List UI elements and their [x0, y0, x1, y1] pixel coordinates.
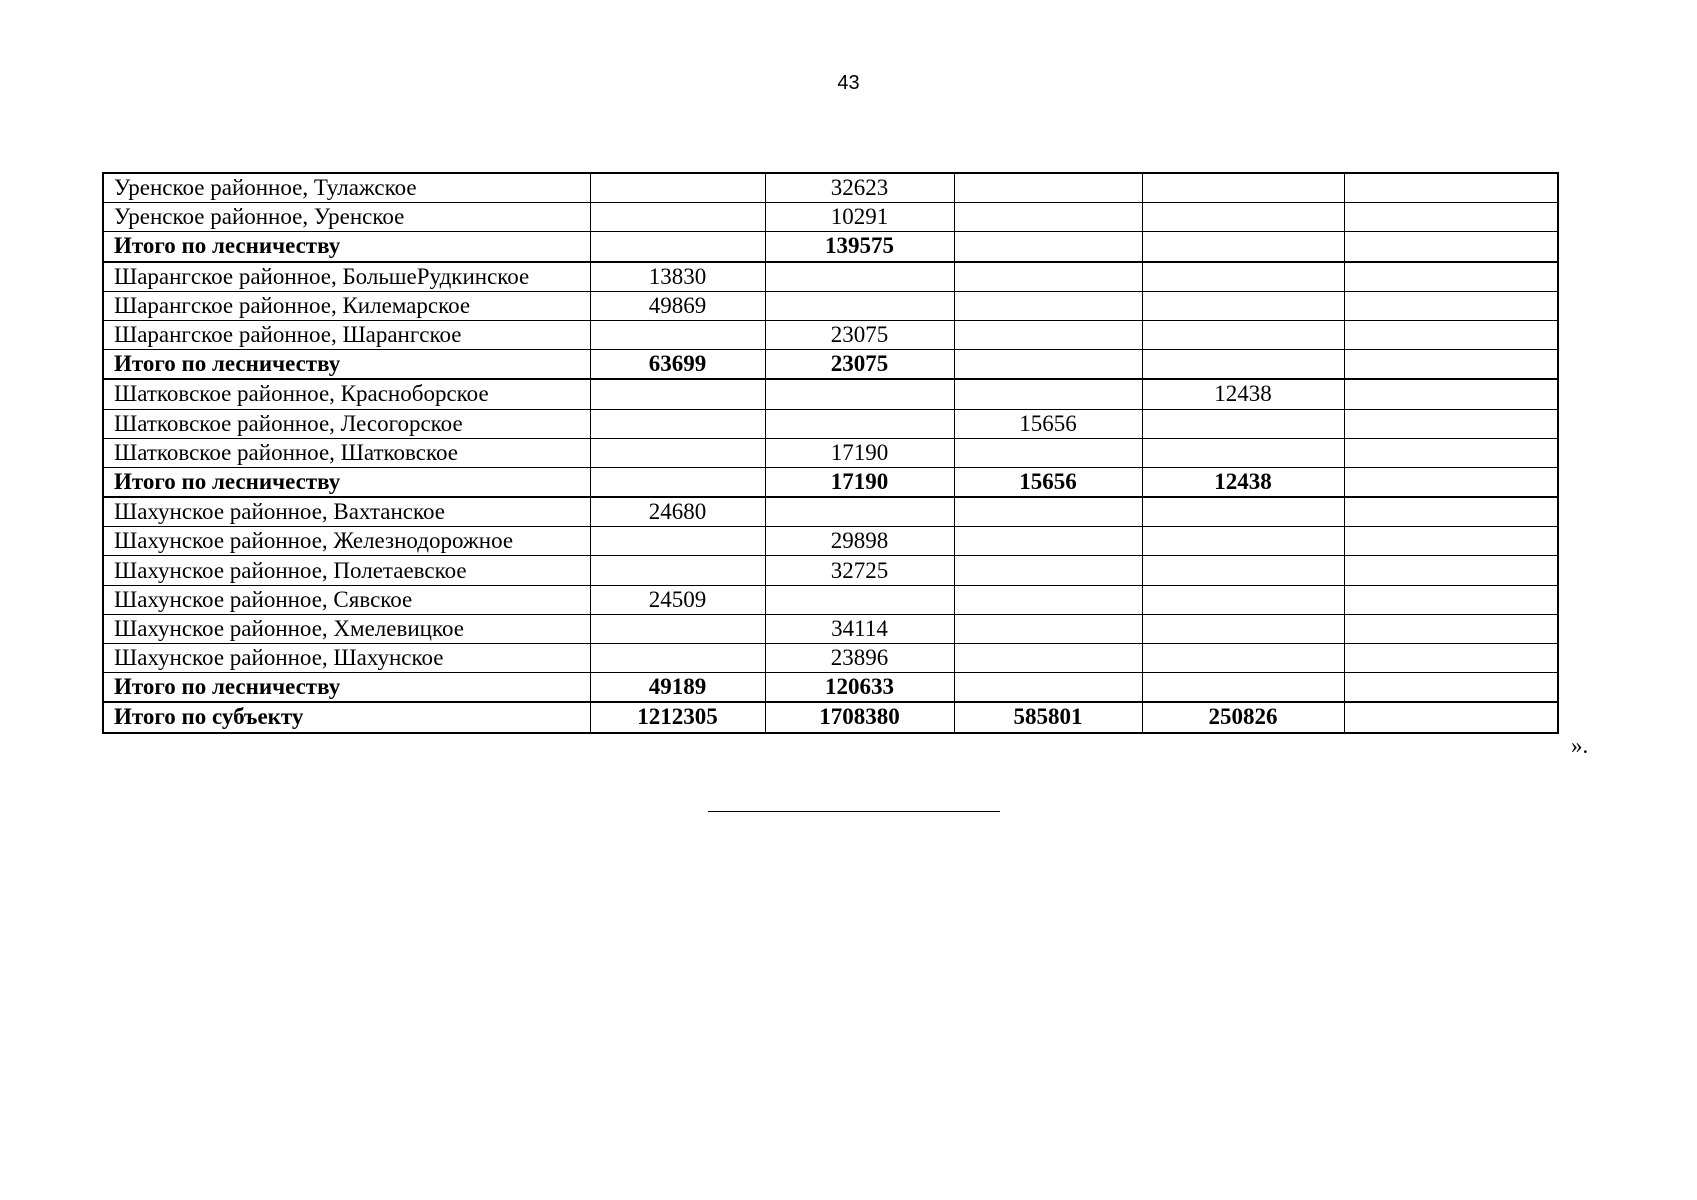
row-name-cell: Шарангское районное, БольшеРудкинское [103, 262, 590, 292]
value-cell-col-4 [1142, 556, 1344, 585]
value-cell-col-2: 17190 [765, 438, 954, 467]
value-cell-col-2 [765, 262, 954, 292]
value-cell-col-3 [954, 379, 1142, 409]
value-cell-col-3 [954, 585, 1142, 614]
value-cell-col-5 [1344, 702, 1558, 732]
row-name-cell: Шахунское районное, Сявское [103, 585, 590, 614]
value-cell-col-5 [1344, 291, 1558, 320]
row-name-cell: Уренское районное, Тулажское [103, 173, 590, 203]
value-cell-col-5 [1344, 173, 1558, 203]
value-cell-col-5 [1344, 467, 1558, 497]
value-cell-col-5 [1344, 438, 1558, 467]
row-name-cell: Шахунское районное, Хмелевицкое [103, 614, 590, 643]
value-cell-col-2: 23896 [765, 644, 954, 673]
table-row [103, 644, 1558, 673]
value-cell-col-1 [590, 379, 765, 409]
value-cell-col-4 [1142, 262, 1344, 292]
table-row [103, 614, 1558, 643]
subtotal-row [103, 350, 1558, 380]
value-cell-col-5 [1344, 262, 1558, 292]
table-row [103, 527, 1558, 556]
row-name-cell: Шахунское районное, Вахтанское [103, 497, 590, 527]
subtotal-row [103, 467, 1558, 497]
table-row [103, 409, 1558, 438]
value-cell-col-4 [1142, 585, 1344, 614]
row-name-cell: Шахунское районное, Железнодорожное [103, 527, 590, 556]
value-cell-col-1: 49189 [590, 673, 765, 703]
value-cell-col-1: 13830 [590, 262, 765, 292]
value-cell-col-3 [954, 320, 1142, 349]
value-cell-col-3: 585801 [954, 702, 1142, 732]
table-row [103, 203, 1558, 232]
value-cell-col-1 [590, 438, 765, 467]
value-cell-col-5 [1344, 350, 1558, 380]
row-name-cell: Шахунское районное, Полетаевское [103, 556, 590, 585]
table-body [103, 173, 1558, 733]
value-cell-col-5 [1344, 673, 1558, 703]
value-cell-col-5 [1344, 585, 1558, 614]
row-name-cell: Шарангское районное, Килемарское [103, 291, 590, 320]
closing-quote: ». [1571, 733, 1589, 758]
table-row [103, 320, 1558, 349]
value-cell-col-2: 32725 [765, 556, 954, 585]
page-number: 43 [837, 72, 860, 94]
value-cell-col-2: 34114 [765, 614, 954, 643]
row-name-cell: Шатковское районное, Красноборское [103, 379, 590, 409]
value-cell-col-2: 23075 [765, 320, 954, 349]
value-cell-col-3 [954, 438, 1142, 467]
value-cell-col-5 [1344, 644, 1558, 673]
value-cell-col-3 [954, 644, 1142, 673]
value-cell-col-4 [1142, 203, 1344, 232]
value-cell-col-3 [954, 203, 1142, 232]
value-cell-col-2: 10291 [765, 203, 954, 232]
value-cell-col-1 [590, 409, 765, 438]
table-row [103, 438, 1558, 467]
value-cell-col-2 [765, 291, 954, 320]
table-row [103, 497, 1558, 527]
row-name-cell: Шахунское районное, Шахунское [103, 644, 590, 673]
value-cell-col-5 [1344, 409, 1558, 438]
value-cell-col-5 [1344, 320, 1558, 349]
row-name-cell: Итого по субъекту [103, 702, 590, 732]
table-row [103, 556, 1558, 585]
value-cell-col-4 [1142, 173, 1344, 203]
value-cell-col-3 [954, 350, 1142, 380]
value-cell-col-1 [590, 556, 765, 585]
value-cell-col-1: 24680 [590, 497, 765, 527]
value-cell-col-1 [590, 173, 765, 203]
value-cell-col-2: 29898 [765, 527, 954, 556]
value-cell-col-3 [954, 556, 1142, 585]
row-name-cell: Шатковское районное, Шатковское [103, 438, 590, 467]
value-cell-col-3 [954, 173, 1142, 203]
value-cell-col-3 [954, 291, 1142, 320]
value-cell-col-5 [1344, 556, 1558, 585]
value-cell-col-4 [1142, 320, 1344, 349]
value-cell-col-1 [590, 614, 765, 643]
value-cell-col-2: 139575 [765, 232, 954, 262]
row-name-cell: Шатковское районное, Лесогорское [103, 409, 590, 438]
value-cell-col-5 [1344, 232, 1558, 262]
value-cell-col-3 [954, 527, 1142, 556]
value-cell-col-3 [954, 673, 1142, 703]
value-cell-col-4: 250826 [1142, 702, 1344, 732]
value-cell-col-4 [1142, 614, 1344, 643]
value-cell-col-4 [1142, 232, 1344, 262]
value-cell-col-2: 23075 [765, 350, 954, 380]
value-cell-col-4: 12438 [1142, 379, 1344, 409]
value-cell-col-1 [590, 232, 765, 262]
row-name-cell: Итого по лесничеству [103, 350, 590, 380]
value-cell-col-4 [1142, 291, 1344, 320]
value-cell-col-1 [590, 320, 765, 349]
value-cell-col-4 [1142, 350, 1344, 380]
table-row [103, 262, 1558, 292]
value-cell-col-5 [1344, 497, 1558, 527]
row-name-cell: Итого по лесничеству [103, 673, 590, 703]
value-cell-col-5 [1344, 203, 1558, 232]
value-cell-col-1: 49869 [590, 291, 765, 320]
table-row [103, 379, 1558, 409]
value-cell-col-2: 1708380 [765, 702, 954, 732]
value-cell-col-3: 15656 [954, 467, 1142, 497]
value-cell-col-4 [1142, 409, 1344, 438]
value-cell-col-3: 15656 [954, 409, 1142, 438]
row-name-cell: Шарангское районное, Шарангское [103, 320, 590, 349]
value-cell-col-3 [954, 497, 1142, 527]
value-cell-col-2 [765, 409, 954, 438]
table-row [103, 585, 1558, 614]
subtotal-row [103, 232, 1558, 262]
value-cell-col-3 [954, 262, 1142, 292]
value-cell-col-1: 1212305 [590, 702, 765, 732]
value-cell-col-3 [954, 614, 1142, 643]
separator-line [708, 811, 1000, 812]
value-cell-col-1 [590, 527, 765, 556]
value-cell-col-5 [1344, 379, 1558, 409]
value-cell-col-2 [765, 497, 954, 527]
value-cell-col-4 [1142, 644, 1344, 673]
value-cell-col-1: 63699 [590, 350, 765, 380]
table-row [103, 173, 1558, 203]
forestry-table [102, 172, 1559, 734]
grand-total-row [103, 702, 1558, 732]
value-cell-col-3 [954, 232, 1142, 262]
value-cell-col-1 [590, 644, 765, 673]
value-cell-col-4 [1142, 673, 1344, 703]
value-cell-col-4 [1142, 497, 1344, 527]
value-cell-col-2 [765, 379, 954, 409]
row-name-cell: Итого по лесничеству [103, 232, 590, 262]
value-cell-col-5 [1344, 527, 1558, 556]
value-cell-col-2: 17190 [765, 467, 954, 497]
value-cell-col-1 [590, 203, 765, 232]
value-cell-col-1 [590, 467, 765, 497]
value-cell-col-4: 12438 [1142, 467, 1344, 497]
value-cell-col-4 [1142, 527, 1344, 556]
subtotal-row [103, 673, 1558, 703]
row-name-cell: Уренское районное, Уренское [103, 203, 590, 232]
value-cell-col-2 [765, 585, 954, 614]
table-row [103, 291, 1558, 320]
value-cell-col-4 [1142, 438, 1344, 467]
row-name-cell: Итого по лесничеству [103, 467, 590, 497]
value-cell-col-5 [1344, 614, 1558, 643]
value-cell-col-2: 120633 [765, 673, 954, 703]
value-cell-col-1: 24509 [590, 585, 765, 614]
value-cell-col-2: 32623 [765, 173, 954, 203]
